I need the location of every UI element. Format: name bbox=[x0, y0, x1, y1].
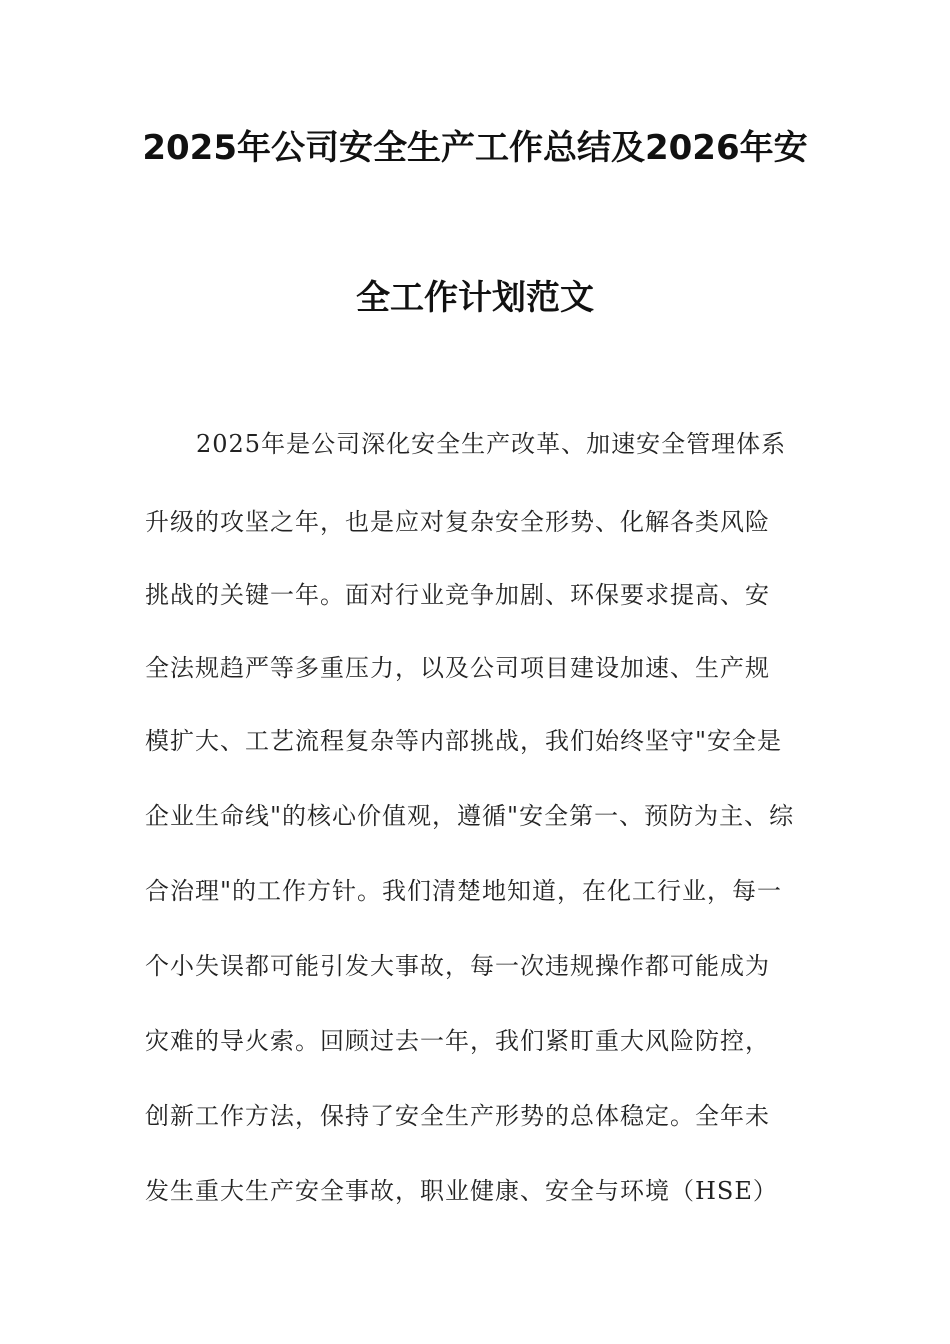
paragraph-line: 个小失误都可能引发大事故，每一次违规操作都可能成为 bbox=[145, 952, 770, 980]
paragraph-line: 2025年是公司深化安全生产改革、加速安全管理体系 bbox=[196, 430, 787, 458]
paragraph-line: 模扩大、工艺流程复杂等内部挑战，我们始终坚守"安全是 bbox=[145, 727, 783, 755]
paragraph-line: 全法规趋严等多重压力，以及公司项目建设加速、生产规 bbox=[145, 654, 770, 682]
document-title-line-2: 全工作计划范文 bbox=[356, 278, 594, 318]
paragraph-line: 升级的攻坚之年，也是应对复杂安全形势、化解各类风险 bbox=[145, 508, 770, 536]
document-title-line-1: 2025年公司安全生产工作总结及2026年安 bbox=[142, 128, 808, 168]
paragraph-line: 发生重大生产安全事故，职业健康、安全与环境（HSE） bbox=[145, 1177, 778, 1205]
paragraph-line: 合治理"的工作方针。我们清楚地知道，在化工行业，每一 bbox=[145, 877, 783, 905]
paragraph-line: 创新工作方法，保持了安全生产形势的总体稳定。全年未 bbox=[145, 1102, 770, 1130]
paragraph-line: 灾难的导火索。回顾过去一年，我们紧盯重大风险防控， bbox=[145, 1027, 770, 1055]
paragraph-line: 企业生命线"的核心价值观，遵循"安全第一、预防为主、综 bbox=[145, 802, 795, 830]
paragraph-line: 挑战的关键一年。面对行业竞争加剧、环保要求提高、安 bbox=[145, 581, 770, 609]
